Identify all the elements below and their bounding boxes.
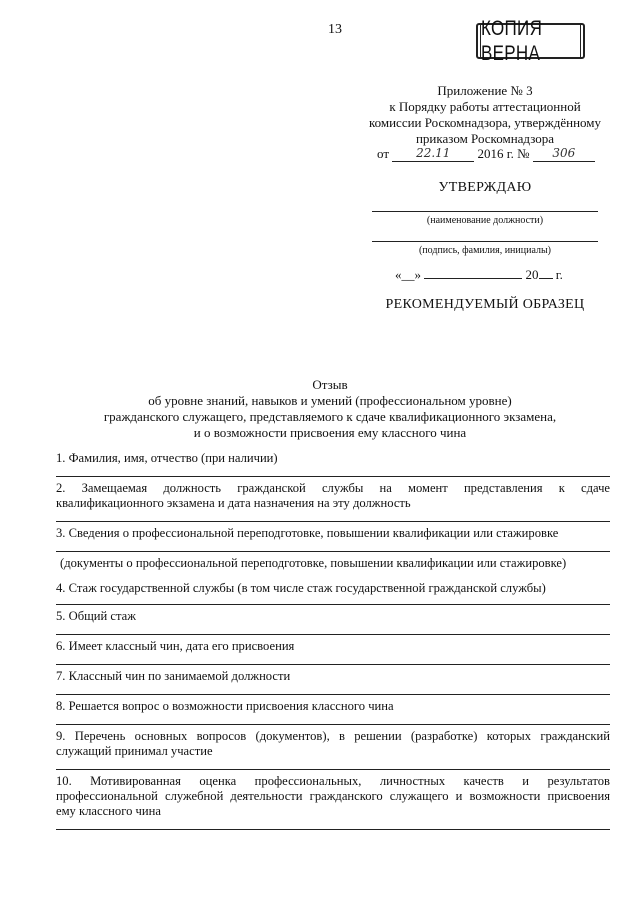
signature-caption: (подпись, фамилия, инициалы): [418, 245, 552, 256]
page-number: 13: [328, 22, 342, 37]
date-year-prefix: 20: [525, 267, 539, 282]
item-7-line: [56, 694, 610, 695]
handwritten-number: 306: [552, 146, 576, 160]
appendix-line-2: к Порядку работы аттестационной: [389, 99, 581, 114]
date-open-quote: «: [395, 267, 402, 282]
document-subtitle-1: об уровне знаний, навыков и умений (профессиональном уровне): [148, 393, 512, 408]
item-1-label: 1. Фамилия, имя, отчество (при наличии): [56, 451, 278, 465]
item-6-label: 6. Имеет классный чин, дата его присвоения: [56, 639, 295, 653]
item-4-label: 4. Стаж государственной службы (в том числе стаж государственной гражданской службы): [56, 581, 546, 595]
item-3-caption: (документы о профессиональной переподготовке, повышении квалификации или стажировке): [60, 556, 567, 570]
item-3-line: [56, 551, 610, 552]
item-10-label-cont-2: ему классного чина: [56, 804, 161, 818]
document-title: Отзыв: [312, 377, 348, 392]
item-10-line: [56, 829, 610, 830]
position-caption: (наименование должности): [426, 215, 544, 226]
item-9-label: 9. Перечень основных вопросов (документов), в решении (разработке) которых гражданский: [56, 729, 610, 743]
item-10-label: 10. Мотивированная оценка профессиональных, личностных качеств и результатов: [56, 774, 610, 788]
item-2-line: [56, 521, 610, 522]
item-2-label: 2. Замещаемая должность гражданской службы на момент представления к сдаче: [56, 481, 610, 495]
date-year-suffix: г.: [555, 267, 563, 282]
date-day-blank: __: [401, 267, 415, 282]
handwritten-date: 22.11: [416, 146, 451, 160]
approval-date-line: [395, 267, 605, 283]
signature-line: [372, 241, 598, 242]
recommended-sample-label: РЕКОМЕНДУЕМЫЙ ОБРАЗЕЦ: [385, 297, 585, 312]
position-line: [372, 211, 598, 212]
date-blank: [392, 145, 474, 162]
item-8-line: [56, 724, 610, 725]
item-1-line: [56, 476, 610, 477]
number-blank: [533, 145, 595, 162]
item-2-label-cont: квалификационного экзамена и дата назначения на эту должность: [56, 496, 411, 510]
item-8-label: 8. Решается вопрос о возможности присвоения классного чина: [56, 699, 394, 713]
appendix-line-1: Приложение № 3: [437, 83, 533, 98]
date-month-blank: [424, 268, 522, 279]
item-9-label-cont: служащий принимал участие: [56, 744, 213, 758]
appendix-line-3: комиссии Роскомнадзора, утверждённому: [368, 115, 602, 130]
item-4-line: [56, 604, 610, 605]
date-year-blank: [539, 268, 553, 279]
item-5-line: [56, 634, 610, 635]
approve-heading: УТВЕРЖДАЮ: [438, 180, 532, 195]
document-subtitle-3: и о возможности присвоения ему классного чина: [193, 425, 467, 440]
certified-copy-stamp: [476, 16, 585, 65]
appendix-line-4: приказом Роскомнадзора: [415, 131, 555, 146]
stamp-text: КОПИЯ ВЕРНА: [480, 24, 581, 59]
document-subtitle-2: гражданского служащего, представляемого к сдаче квалификационного экзамена,: [103, 409, 557, 424]
item-9-line: [56, 769, 610, 770]
date-close-quote: »: [414, 267, 421, 282]
item-7-label: 7. Классный чин по занимаемой должности: [56, 669, 291, 683]
date-prefix: от: [377, 146, 390, 161]
order-date-line: [377, 145, 607, 162]
item-10-label-cont-1: профессиональной служебной деятельности гражданского служащего и возможности присвоения: [56, 789, 610, 803]
item-3-label: 3. Сведения о профессиональной переподготовке, повышении квалификации или стажировке: [56, 526, 559, 540]
date-year: 2016 г. №: [477, 146, 530, 161]
item-5-label: 5. Общий стаж: [56, 609, 136, 623]
item-6-line: [56, 664, 610, 665]
